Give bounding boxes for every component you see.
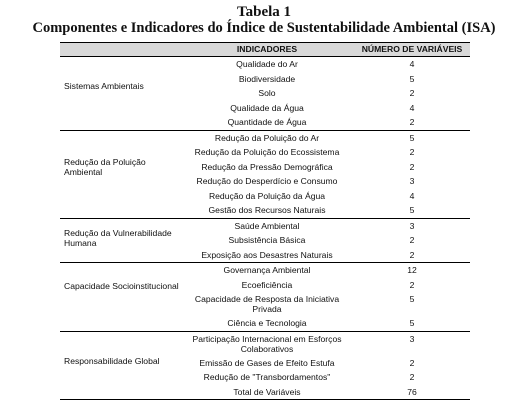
count-cell: 4: [409, 59, 415, 69]
count-cell: 2: [409, 161, 415, 172]
count-cell: 3: [409, 220, 415, 231]
count-cell: 2: [409, 117, 415, 127]
table-row: [60, 278, 470, 293]
count-cell: 2: [409, 235, 415, 245]
table-row: [60, 86, 470, 101]
component-group: [60, 219, 470, 264]
indicator-cell: Redução da Poluição do Ar: [214, 132, 320, 143]
table-row: [60, 160, 470, 175]
indicator-cell: Qualidade da Água: [230, 102, 304, 113]
table-row: [60, 189, 470, 204]
total-row: [60, 385, 470, 400]
count-cell: 12: [407, 265, 417, 275]
component-name: Capacidade Socioinstitucional: [64, 281, 179, 291]
count-cell: 5: [409, 318, 415, 328]
table-row: [60, 145, 470, 160]
indicator-cell: Saúde Ambiental: [234, 220, 300, 231]
indicator-cell: Solo: [258, 88, 276, 98]
count-cell: 2: [409, 249, 415, 260]
table-row: [60, 370, 470, 385]
indicator-cell: Exposição aos Desastres Naturais: [201, 249, 333, 260]
indicator-cell: Redução da Poluição do Ecossistema: [194, 147, 340, 157]
count-cell: 76: [407, 386, 417, 397]
count-cell: 4: [409, 190, 415, 201]
table-row: [60, 233, 470, 248]
indicator-cell: Ecoeficiência: [241, 279, 293, 290]
table-row: [60, 115, 470, 130]
indicator-cell: Quantidade de Água: [227, 117, 307, 127]
component-name: Redução da Poluição Ambiental: [64, 156, 146, 177]
indicator-cell: Ciência e Tecnologia: [227, 318, 307, 328]
component-group: [60, 131, 470, 219]
indicator-cell: Redução da Poluição da Água: [208, 190, 326, 201]
table-row: [60, 248, 470, 263]
indicator-cell: Biodiversidade: [238, 73, 296, 84]
table-row: [60, 356, 470, 371]
indicator-cell: Gestão dos Recursos Naturais: [208, 205, 326, 215]
indicators-table: [60, 42, 470, 400]
header-variable-count: NÚMERO DE VARIÁVEIS: [361, 44, 463, 54]
component-group: [60, 57, 470, 131]
table-row: [60, 292, 470, 316]
table-row: [60, 316, 470, 331]
count-cell: 4: [409, 102, 415, 113]
indicator-cell: Governança Ambiental: [223, 265, 311, 275]
count-cell: 5: [409, 132, 415, 143]
table-row: [60, 174, 470, 189]
indicator-cell: Redução do Desperdício e Consumo: [196, 176, 338, 186]
table-number: Tabela 1: [236, 4, 292, 20]
table-row: [60, 203, 470, 218]
count-cell: 3: [409, 333, 415, 344]
table-title: Componentes e Indicadores do Índice de Sustentabilidade Ambiental (ISA): [32, 20, 496, 36]
table-row: [60, 263, 470, 278]
table-row: [60, 72, 470, 87]
indicator-cell: Redução da Pressão Demográfica: [201, 161, 333, 172]
table-row: [60, 219, 470, 234]
table-row: [60, 57, 470, 72]
table-row: [60, 131, 470, 146]
table-row: [60, 332, 470, 356]
component-group: [60, 332, 470, 400]
component-name: Sistemas Ambientais: [64, 81, 144, 91]
component-group: [60, 263, 470, 332]
indicator-cell: Qualidade do Ar: [236, 59, 298, 69]
count-cell: 3: [409, 176, 415, 186]
count-cell: 5: [409, 205, 415, 215]
indicator-cell: Capacidade de Resposta da Iniciativa Privada: [194, 294, 340, 314]
count-cell: 2: [409, 279, 415, 290]
table-row: [60, 101, 470, 116]
count-cell: 2: [409, 372, 415, 382]
component-name: Redução da Vulnerabilidade Humana: [64, 227, 172, 248]
table-header: [60, 42, 470, 57]
count-cell: 2: [409, 88, 415, 98]
indicator-cell: Participação Internacional em Esforços Colaborativos: [192, 333, 342, 354]
count-cell: 5: [409, 73, 415, 84]
indicator-cell: Total de Variáveis: [233, 386, 301, 397]
count-cell: 2: [409, 357, 415, 368]
indicator-cell: Redução de "Transbordamentos": [203, 372, 331, 382]
indicator-cell: Subsistência Básica: [228, 235, 306, 245]
count-cell: 2: [409, 147, 415, 157]
header-indicators: INDICADORES: [236, 44, 298, 54]
component-name: Responsabilidade Global: [64, 355, 160, 366]
indicator-cell: Emissão de Gases de Efeito Estufa: [199, 357, 335, 368]
count-cell: 5: [409, 294, 415, 304]
